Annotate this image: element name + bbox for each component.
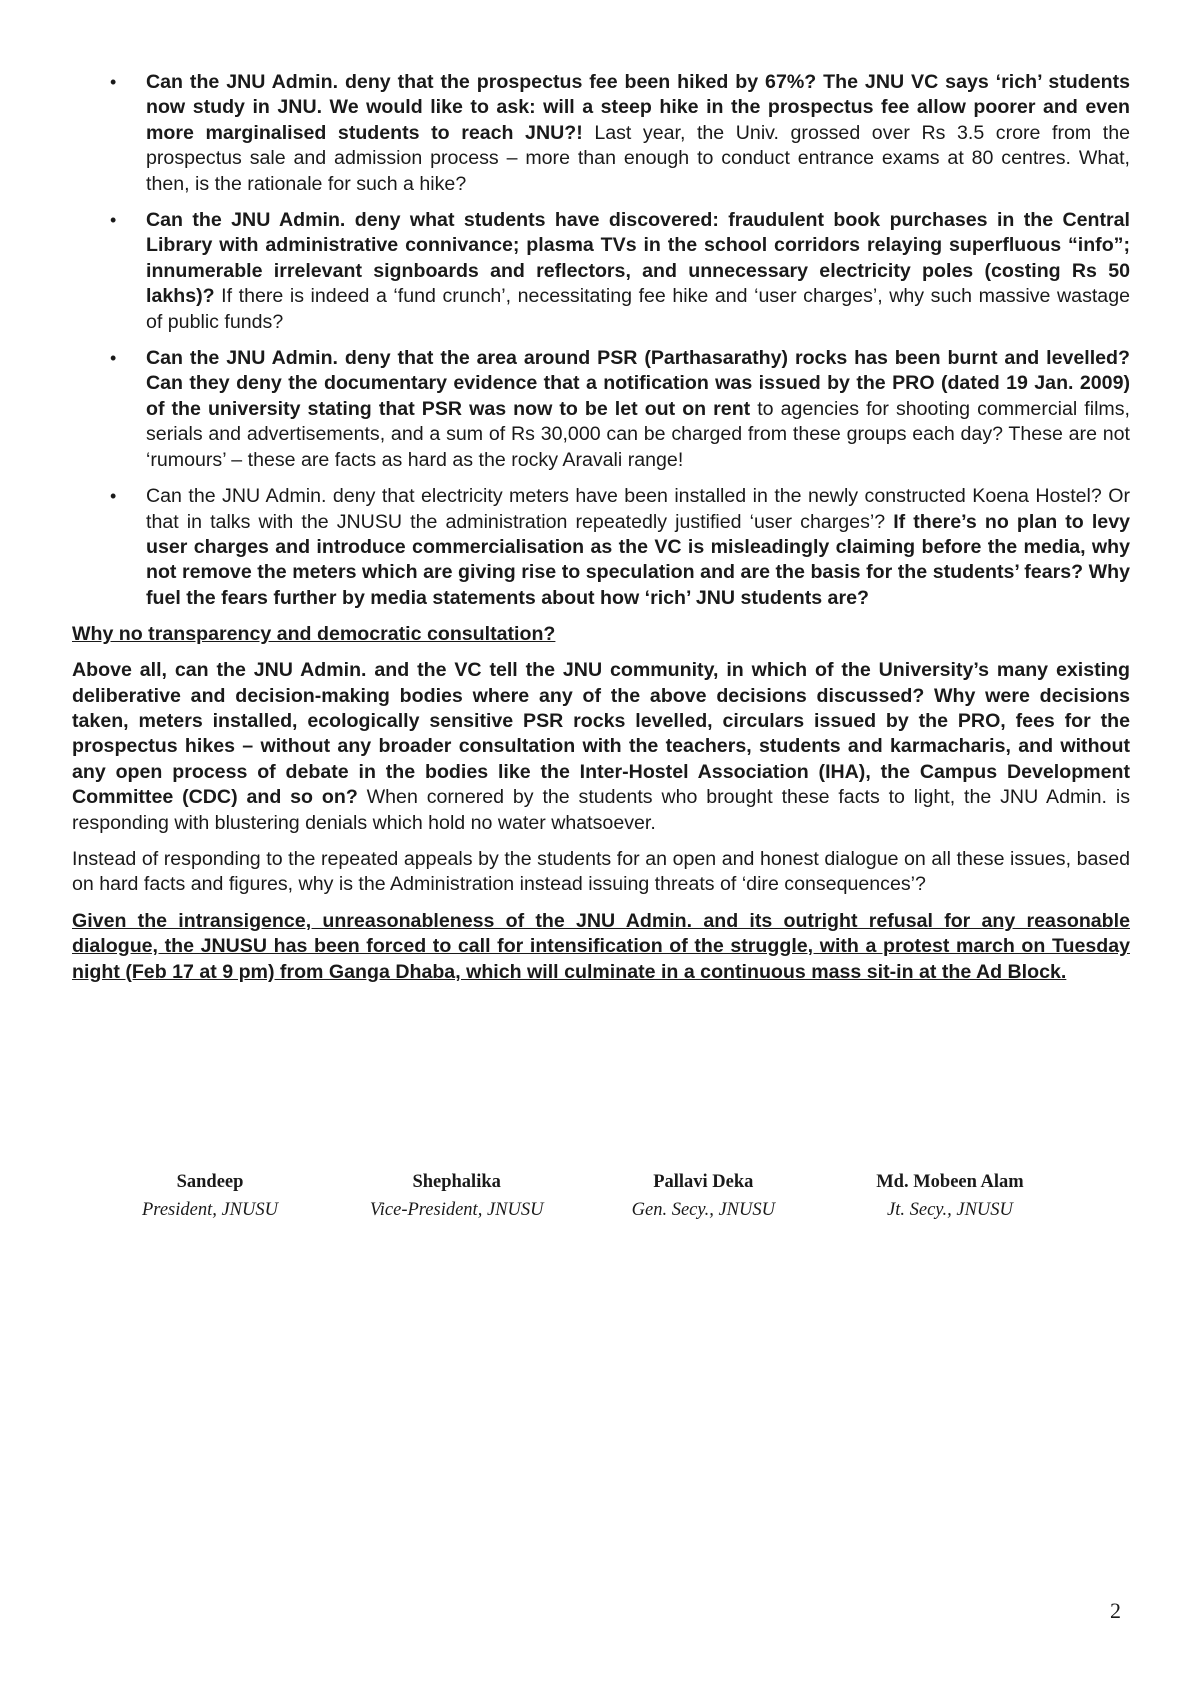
bullet-list [72, 70, 1130, 611]
section-heading: Why no transparency and democratic consultation? [72, 623, 556, 646]
document-body [72, 70, 1130, 985]
bullet-normal-text: If there is indeed a ‘fund crunch’, necessitating fee hike and ‘user charges’, why such massive wastage of public funds? [146, 285, 1130, 333]
paragraph-bold-text: Above all, can the JNU Admin. and the VC tell the JNU community, in which of the University’s many existing deliberative and decision-making bodies where any of the above decisions discussed? Why were decisions taken, meters installed, ecologically sensitive PSR rocks levelled, circulars issued by the PRO, fees for the prospectus hikes – without any broader consultation with the teachers, students and karmacharis, and without any open process of debate in the bodies like the Inter-Hostel Association (IHA), the Campus Development Committee (CDC) and so on? [72, 659, 1130, 809]
signatory-title: Gen. Secy., JNUSU [631, 1200, 775, 1220]
bullet-dot: • [110, 348, 117, 369]
page-number: 2 [1110, 1598, 1121, 1623]
bullet-item-psr-rocks [72, 346, 1130, 473]
signatory-jt-secy [840, 1168, 1060, 1224]
signatory-president [100, 1168, 320, 1224]
bullet-dot: • [110, 72, 117, 92]
bullet-dot: • [110, 210, 117, 231]
signatory-name: Sandeep [176, 1172, 244, 1192]
signatory-name: Md. Mobeen Alam [876, 1172, 1024, 1192]
signatory-gen-secy [593, 1168, 813, 1224]
bullet-item-prospectus-fee [72, 70, 1130, 197]
bullet-bold-text: Can the JNU Admin. deny that the area around PSR (Parthasarathy) rocks has been burnt and levelled? Can they deny the documentary evidence that a notification was issued by the PRO (dated 19 Jan. 2009) of the university stating that PSR was now to be let out on rent [146, 347, 1130, 420]
final-call-to-action: Given the intransigence, unreasonableness of the JNU Admin. and its outright refusal for any reasonable dialogue, the JNUSU has been forced to call for intensification of the struggle, with a protest march on Tuesday night (Feb 17 at 9 pm) from Ganga Dhaba, which will culminate in a continuous mass sit-in at the Ad Block. [72, 909, 1130, 983]
bullet-bold-text: Can the JNU Admin. deny what students have discovered: fraudulent book purchases in the Central Library with administrative connivance; plasma TVs in the school corridors relaying superfluous “info”; innumerable irrelevant signboards and reflectors, and unnecessary electricity poles (costing Rs 50 lakhs)? [146, 209, 1130, 308]
bullet-normal-text: Can the JNU Admin. deny that electricity meters have been installed in the newly constructed Koena Hostel? Or that in talks with the JNUSU the administration repeatedly justified ‘user charges’? [146, 485, 1130, 533]
bullet-item-electricity-meters [72, 484, 1130, 611]
bullet-item-wastage [72, 208, 1130, 335]
signatory-title: President, JNUSU [142, 1200, 278, 1220]
paragraph-dialogue: Instead of responding to the repeated appeals by the students for an open and honest dialogue on all these issues, based on hard facts and figures, why is the Administration instead issuing threats of ‘dire consequences’? [72, 847, 1130, 896]
bullet-bold-text: If there’s no plan to levy user charges and introduce commercialisation as the VC is misleadingly claiming before the media, why not remove the meters which are giving rise to speculation and are the basis for the students’ fears? Why fuel the fears further by media statements about how ‘rich’ JNU students are? [146, 510, 1130, 609]
paragraph-normal-text: When cornered by the students who brought these facts to light, the JNU Admin. is responding with blustering denials which hold no water whatsoever. [72, 786, 1130, 834]
bullet-dot: • [110, 486, 117, 507]
paragraph-consultation [72, 658, 1130, 836]
bullet-normal-text: to agencies for shooting commercial films, serials and advertisements, and a sum of Rs 30,000 can be charged from these groups each day? These are not ‘rumours’ – these are facts as hard as the rocky Aravali range! [146, 397, 1130, 471]
signatory-name: Shephalika [412, 1172, 501, 1192]
signatory-title: Vice-President, JNUSU [369, 1200, 544, 1220]
signature-block [100, 1168, 1060, 1224]
signatory-vice-president [347, 1168, 567, 1224]
signatory-name: Pallavi Deka [653, 1172, 754, 1192]
signatory-title: Jt. Secy., JNUSU [887, 1200, 1013, 1220]
bullet-normal-text: Last year, the Univ. grossed over Rs 3.5 crore from the prospectus sale and admission process – more than enough to conduct entrance exams at 80 centres. What, then, is the rationale for such a hike? [146, 121, 1130, 195]
bullet-bold-text: Can the JNU Admin. deny that the prospectus fee been hiked by 67%? The JNU VC says ‘rich’ students now study in JNU. We would like to ask: will a steep hike in the prospectus fee allow poorer and even more marginalised students to reach JNU?! [146, 71, 1130, 144]
